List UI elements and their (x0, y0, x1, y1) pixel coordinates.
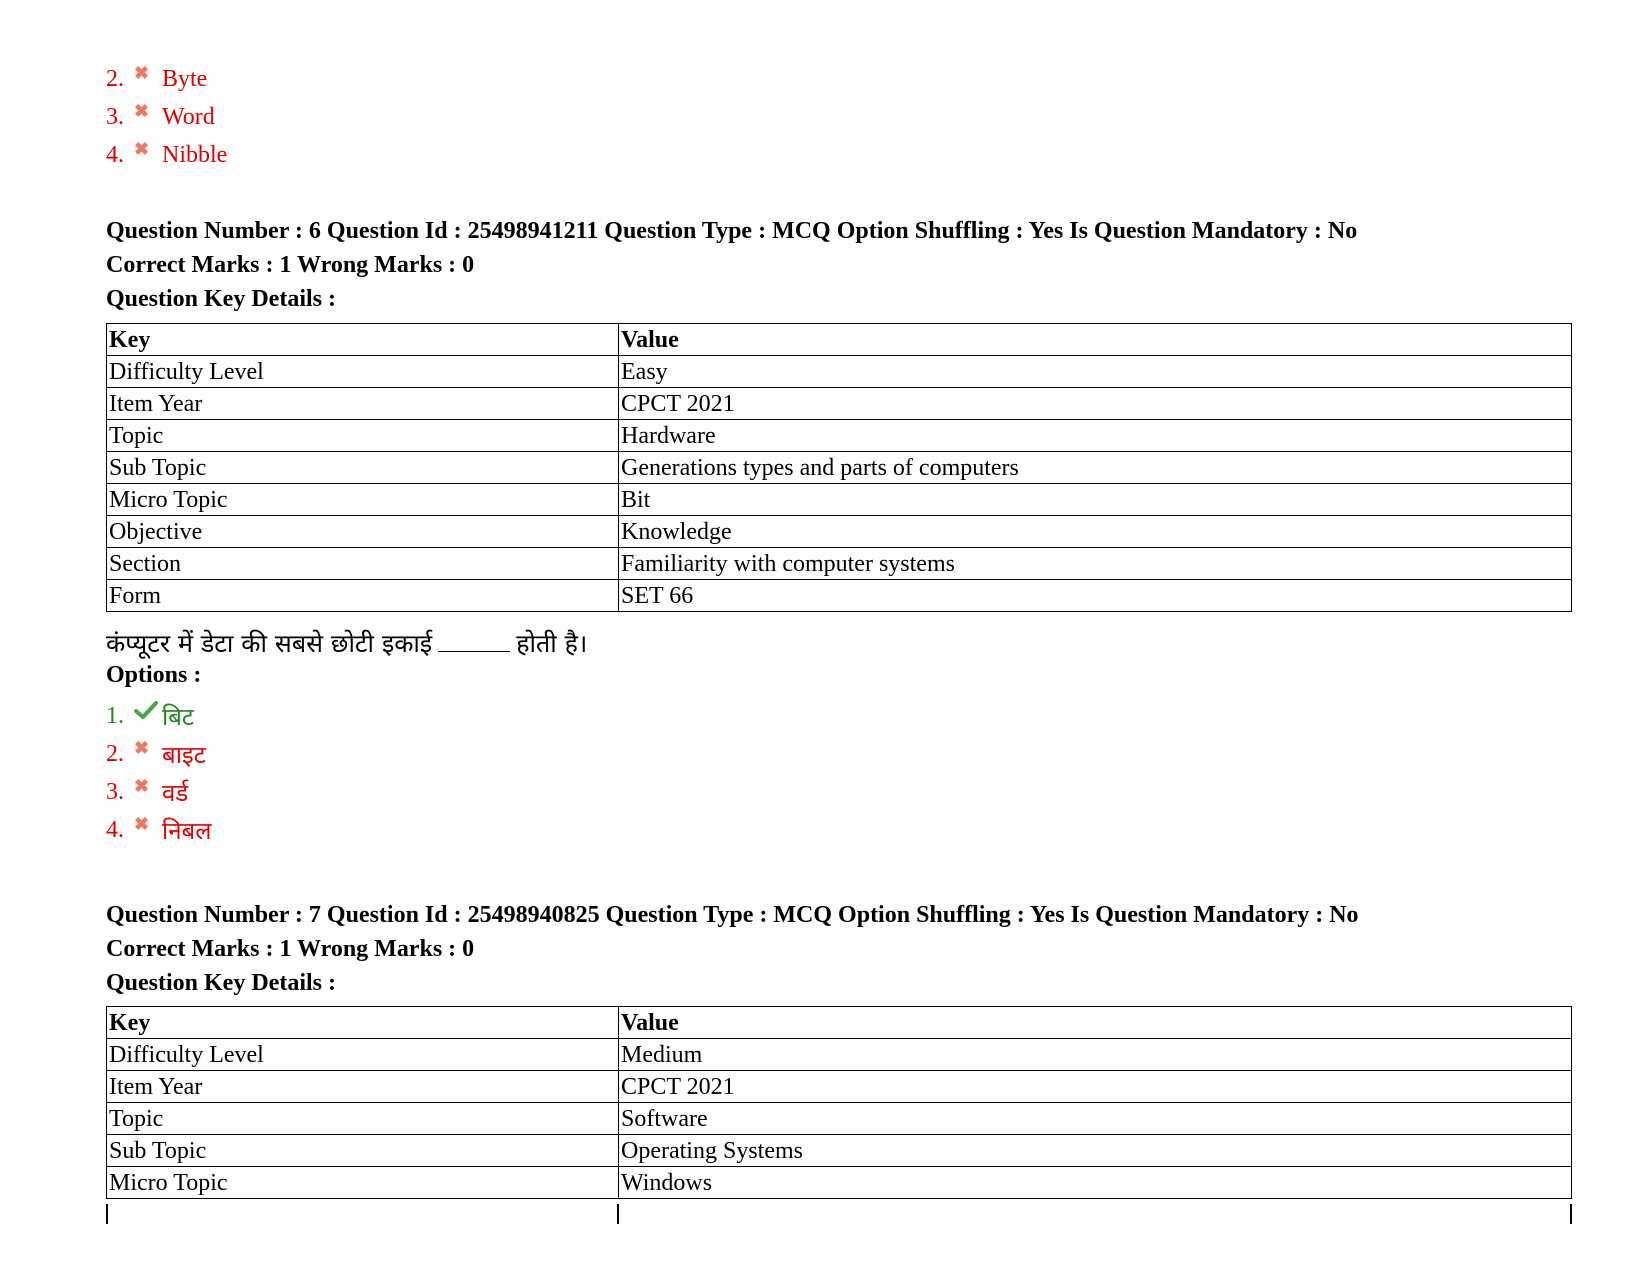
table-border-left (106, 1204, 108, 1224)
row-value: Familiarity with computer systems (619, 548, 1572, 580)
table-header-row (107, 324, 1572, 356)
row-key: Difficulty Level (107, 356, 619, 388)
row-key: Section (107, 548, 619, 580)
question-text-before: कंप्यूटर में डेटा की सबसे छोटी इकाई (106, 629, 433, 658)
q6-options (106, 697, 212, 849)
q7-key-details-label: Question Key Details : (106, 970, 336, 996)
table-border-right (1570, 1204, 1572, 1224)
row-value: Software (619, 1103, 1572, 1135)
option-text: Byte (162, 65, 208, 92)
option-item-correct (106, 697, 212, 735)
row-key: Topic (107, 1103, 619, 1135)
row-key: Sub Topic (107, 1135, 619, 1167)
option-text: बाइट (162, 740, 206, 769)
option-item (106, 136, 227, 174)
option-item (106, 811, 212, 849)
row-key: Objective (107, 516, 619, 548)
answer-blank (438, 631, 510, 652)
row-value: SET 66 (619, 580, 1572, 612)
option-number: 2. (106, 65, 124, 92)
cross-icon: ✖ (134, 775, 150, 796)
row-key: Form (107, 580, 619, 612)
q6-question-text (106, 626, 587, 660)
table-row (107, 388, 1572, 420)
option-text: निबल (162, 816, 212, 845)
option-item (106, 98, 227, 136)
option-text: बिट (162, 702, 195, 731)
row-value: Easy (619, 356, 1572, 388)
table-row (107, 1103, 1572, 1135)
table-row (107, 1135, 1572, 1167)
row-value: Knowledge (619, 516, 1572, 548)
table-border-middle (617, 1204, 619, 1224)
option-item (106, 773, 212, 811)
table-row (107, 1167, 1572, 1199)
row-key: Micro Topic (107, 1167, 619, 1199)
header-key: Key (107, 324, 619, 356)
table-row (107, 484, 1572, 516)
row-value: Windows (619, 1167, 1572, 1199)
option-item (106, 735, 212, 773)
cross-icon: ✖ (134, 100, 150, 121)
option-number: 3. (106, 103, 124, 130)
q6-key-details-label: Question Key Details : (106, 286, 336, 312)
table-continuation (106, 1204, 1572, 1224)
row-value: Generations types and parts of computers (619, 452, 1572, 484)
option-item (106, 60, 227, 98)
row-key: Item Year (107, 388, 619, 420)
row-value: CPCT 2021 (619, 388, 1572, 420)
row-value: CPCT 2021 (619, 1071, 1572, 1103)
table-row (107, 1071, 1572, 1103)
cross-icon: ✖ (134, 62, 150, 83)
option-number: 2. (106, 740, 124, 767)
prev-question-options (106, 60, 227, 174)
option-number: 4. (106, 816, 124, 843)
q7-key-details-table (106, 1006, 1572, 1199)
header-key: Key (107, 1007, 619, 1039)
table-header-row (107, 1007, 1572, 1039)
table-row (107, 452, 1572, 484)
table-row (107, 420, 1572, 452)
q6-header-line1: Question Number : 6 Question Id : 25498941211 Question Type : MCQ Option Shuffling : Yes Is Question Mandatory : No (106, 218, 1358, 244)
option-text: वर्ड (162, 778, 189, 807)
option-number: 3. (106, 778, 124, 805)
question-text-after: होती है। (516, 629, 588, 658)
q6-options-label: Options : (106, 662, 202, 688)
q6-key-details-table (106, 323, 1572, 612)
table-row (107, 580, 1572, 612)
table-row (107, 1039, 1572, 1071)
table-row (107, 516, 1572, 548)
cross-icon: ✖ (134, 737, 150, 758)
row-key: Micro Topic (107, 484, 619, 516)
header-value: Value (619, 1007, 1572, 1039)
option-number: 1. (106, 702, 124, 729)
cross-icon: ✖ (134, 813, 150, 834)
cross-icon: ✖ (134, 138, 150, 159)
q6-marks-line: Correct Marks : 1 Wrong Marks : 0 (106, 252, 475, 278)
q7-header-line1: Question Number : 7 Question Id : 25498940825 Question Type : MCQ Option Shuffling : Yes Is Question Mandatory : No (106, 902, 1359, 928)
table-row (107, 548, 1572, 580)
q7-marks-line: Correct Marks : 1 Wrong Marks : 0 (106, 936, 475, 962)
option-text: Nibble (162, 141, 228, 168)
option-number: 4. (106, 141, 124, 168)
row-value: Bit (619, 484, 1572, 516)
table-row (107, 356, 1572, 388)
row-key: Topic (107, 420, 619, 452)
row-value: Hardware (619, 420, 1572, 452)
row-key: Difficulty Level (107, 1039, 619, 1071)
check-icon (134, 700, 162, 720)
row-key: Sub Topic (107, 452, 619, 484)
row-value: Operating Systems (619, 1135, 1572, 1167)
header-value: Value (619, 324, 1572, 356)
option-text: Word (162, 103, 215, 130)
row-key: Item Year (107, 1071, 619, 1103)
row-value: Medium (619, 1039, 1572, 1071)
